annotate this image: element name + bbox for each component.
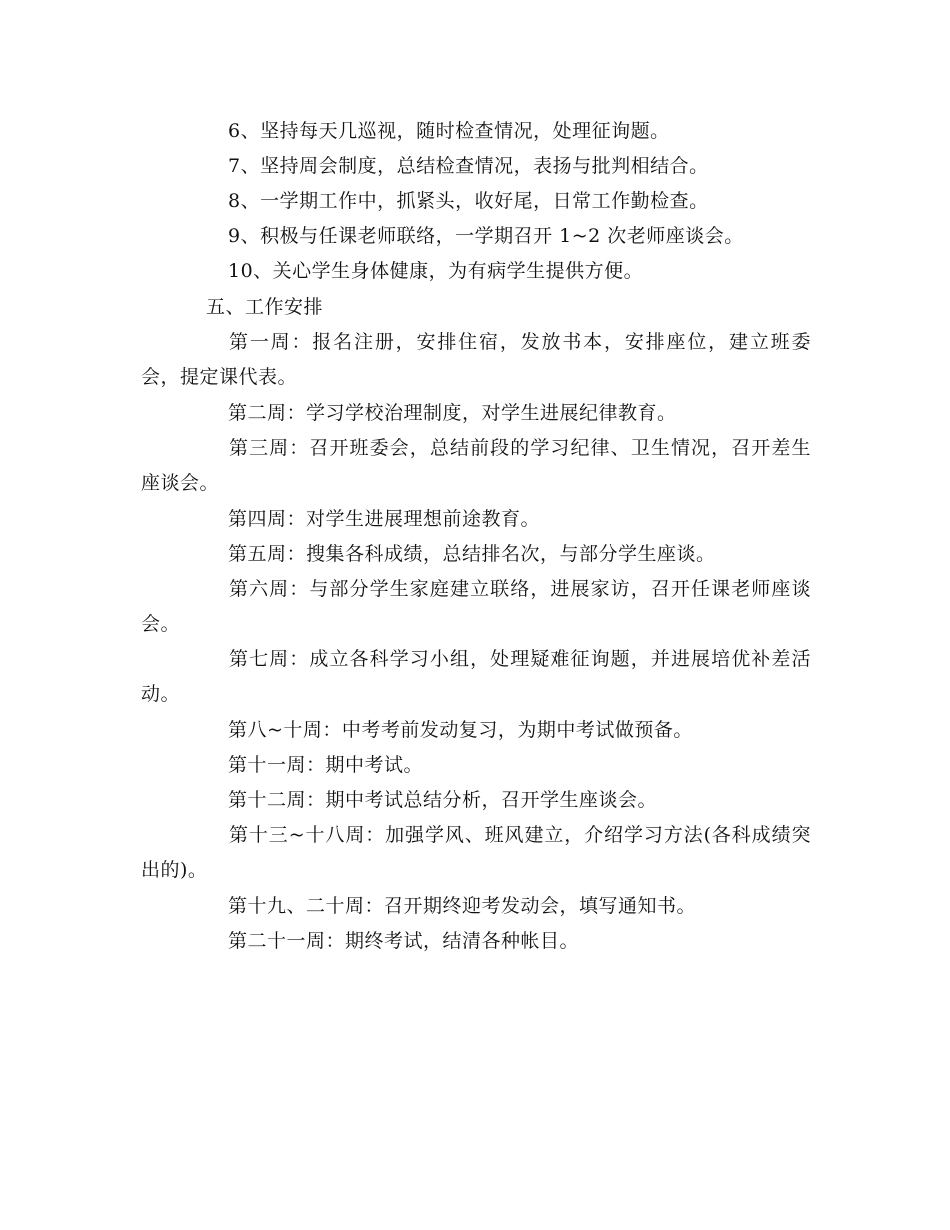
list-item: 10、关心学生身体健康，为有病学生提供方便。 — [228, 260, 644, 282]
section-heading: 五、工作安排 — [206, 296, 324, 318]
schedule-item: 第八~十周：中考考前发动复习，为期中考试做预备。 — [228, 719, 693, 741]
schedule-item: 第十二周：期中考试总结分析，召开学生座谈会。 — [228, 789, 658, 811]
schedule-item: 第十一周：期中考试。 — [228, 754, 424, 776]
list-item: 8、一学期工作中，抓紧头，收好尾，日常工作勤检查。 — [228, 190, 709, 212]
list-item: 6、坚持每天几巡视，随时检查情况，处理征询题。 — [228, 120, 670, 142]
schedule-item: 第十三~十八周：加强学风、班风建立，介绍学习方法(各科成绩突出的)。 — [141, 824, 811, 881]
schedule-item: 第十九、二十周：召开期终迎考发动会，填写通知书。 — [228, 895, 697, 917]
schedule-item: 第二十一周：期终考试，结清各种帐目。 — [228, 930, 580, 952]
schedule-item: 第五周：搜集各科成绩，总结排名次，与部分学生座谈。 — [228, 543, 716, 565]
schedule-item: 第一周：报名注册，安排住宿，发放书本，安排座位，建立班委会，提定课代表。 — [141, 331, 811, 388]
schedule-item: 第七周：成立各科学习小组，处理疑难征询题，并进展培优补差活动。 — [141, 648, 811, 705]
schedule-item: 第四周：对学生进展理想前途教育。 — [228, 508, 541, 530]
list-item: 9、积极与任课老师联络，一学期召开 1~2 次老师座谈会。 — [228, 225, 744, 247]
schedule-item: 第六周：与部分学生家庭建立联络，进展家访，召开任课老师座谈会。 — [141, 578, 811, 635]
schedule-item: 第三周：召开班委会，总结前段的学习纪律、卫生情况，召开差生座谈会。 — [141, 437, 811, 494]
list-item: 7、坚持周会制度，总结检查情况，表扬与批判相结合。 — [228, 155, 709, 177]
schedule-item: 第二周：学习学校治理制度，对学生进展纪律教育。 — [228, 402, 677, 424]
